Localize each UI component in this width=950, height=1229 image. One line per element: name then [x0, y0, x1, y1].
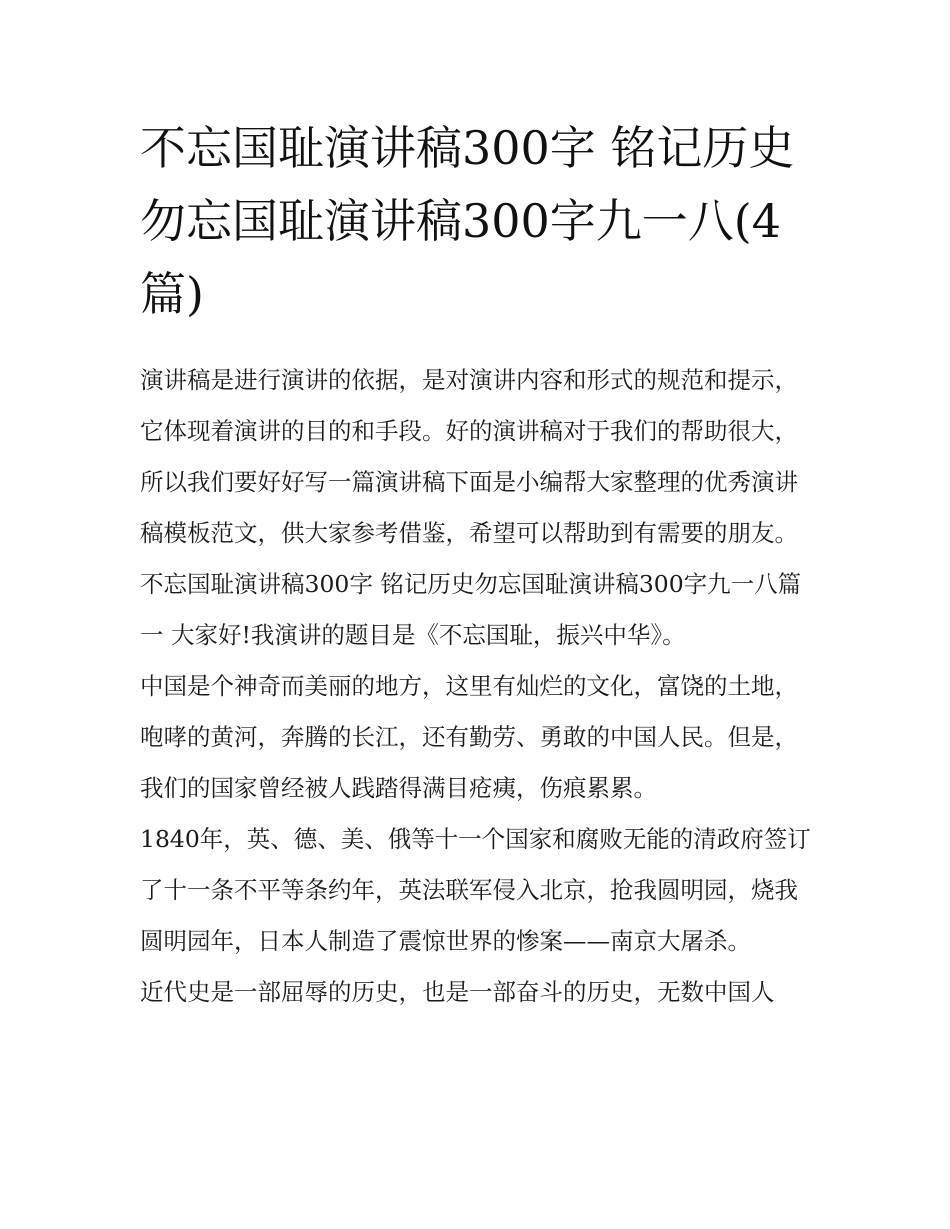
- paragraph-speech-opening: 不忘国耻演讲稿300字 铭记历史勿忘国耻演讲稿300字九一八篇一 大家好!我演讲的题目是《不忘国耻，振兴中华》。: [140, 570, 802, 649]
- paragraph-china-description: 中国是个神奇而美丽的地方，这里有灿烂的文化，富饶的土地，咆哮的黄河，奔腾的长江，还有勤劳、勇敢的中国人民。但是，我们的国家曾经被人践踏得满目疮痍，伤痕累累。: [140, 672, 798, 802]
- paragraph-modern-history: 近代史是一部屈辱的历史，也是一部奋斗的历史，无数中国人: [140, 978, 775, 1006]
- paragraph-history-1840: 1840年，英、德、美、俄等十一个国家和腐败无能的清政府签订了十一条不平等条约年，英法联军侵入北京，抢我圆明园，烧我圆明园年，日本人制造了震惊世界的惨案——南京大屠杀。: [140, 825, 811, 955]
- paragraph-intro: 演讲稿是进行演讲的依据，是对演讲内容和形式的规范和提示，它体现着演讲的目的和手段。好的演讲稿对于我们的帮助很大，所以我们要好好写一篇演讲稿下面是小编帮大家整理的优秀演讲稿模板范文，供大家参考借鉴，希望可以帮助到有需要的朋友。: [140, 366, 798, 547]
- document-body: [140, 355, 820, 1018]
- document-title: 不忘国耻演讲稿300字 铭记历史勿忘国耻演讲稿300字九一八(4篇): [140, 121, 795, 321]
